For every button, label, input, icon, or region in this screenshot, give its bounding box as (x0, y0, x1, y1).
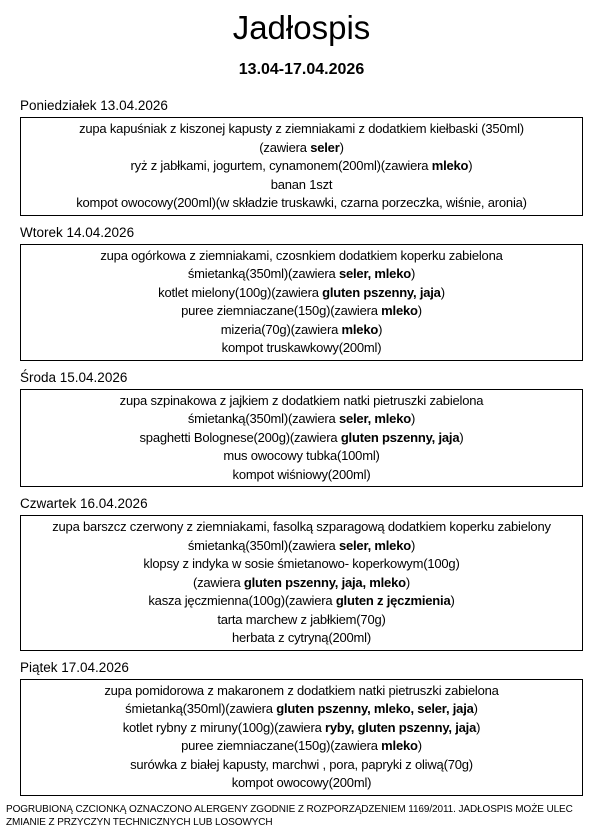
menu-box (20, 389, 583, 488)
menu-line: kotlet mielony(100g)(zawiera gluten pszenny, jaja) (158, 284, 445, 300)
page-title: Jadłospis (232, 9, 371, 46)
footer-note: POGRUBIONĄ CZCIONKĄ OZNACZONO ALERGENY ZGODNIE Z ROZPORZĄDZENIEM 1169/2011. JADŁOSPIS MOŻE ULEC ZMIANIE Z PRZYCZYN TECHNICZNYCH LUB LOSOWYCH (6, 803, 573, 828)
menu-line: zupa szpinakowa z jajkiem z dodatkiem natki pietruszki zabielona (119, 392, 484, 408)
day-section (20, 494, 583, 651)
menu-line: klopsy z indyka w sosie śmietanowo- koperkowym(100g) (143, 556, 460, 571)
day-label: Poniedziałek 13.04.2026 (20, 98, 168, 113)
day-label: Czwartek 16.04.2026 (20, 496, 148, 511)
menu-line: kompot truskawkowy(200ml) (221, 340, 382, 355)
menu-line: kasza jęczmienna(100g)(zawiera gluten z jęczmienia) (148, 593, 455, 608)
menu-line: zupa kapuśniak z kiszonej kapusty z ziemniakami z dodatkiem kiełbaski (350ml) (79, 121, 524, 136)
menu-line: kompot owocowy(200ml)(w składzie truskawki, czarna porzeczka, wiśnie, aronia) (76, 195, 527, 210)
menu-box (20, 244, 583, 361)
menu-box (20, 679, 583, 796)
menu-box (20, 515, 583, 651)
menu-line: kompot wiśniowy(200ml) (232, 466, 371, 482)
menu-line: (zawiera gluten pszenny, jaja, mleko) (192, 574, 411, 590)
menu-line: kotlet rybny z miruny(100g)(zawiera ryby, gluten pszenny, jaja) (122, 719, 481, 735)
day-label: Piątek 17.04.2026 (20, 659, 129, 675)
menu-box (20, 117, 583, 216)
day-section (20, 96, 583, 216)
days-container (0, 96, 603, 796)
day-section (20, 368, 583, 488)
menu-line: puree ziemniaczane(150g)(zawiera mleko) (181, 303, 422, 318)
menu-line: kompot owocowy(200ml) (231, 775, 372, 790)
menu-line: ryż z jabłkami, jogurtem, cynamonem(200ml)(zawiera mleko) (130, 158, 473, 173)
menu-line: śmietanką(350ml)(zawiera seler, mleko) (187, 537, 416, 553)
menu-line: śmietanką(350ml)(zawiera gluten pszenny, mleko, seler, jaja) (125, 701, 478, 716)
menu-line: spaghetti Bolognese(200g)(zawiera gluten pszenny, jaja) (139, 429, 464, 445)
day-section (20, 223, 583, 361)
menu-line: śmietanką(350ml)(zawiera seler, mleko) (187, 411, 416, 426)
menu-line: zupa barszcz czerwony z ziemniakami, fasolką szparagową dodatkiem koperku zabielony (52, 519, 551, 534)
menu-line: zupa pomidorowa z makaronem z dodatkiem natki pietruszki zabielona (104, 682, 499, 698)
menu-line: zupa ogórkowa z ziemniakami, czosnkiem dodatkiem koperku zabielona (100, 247, 503, 263)
date-range: 13.04-17.04.2026 (238, 61, 365, 78)
menu-line: surówka z białej kapusty, marchwi , pora, papryki z oliwą(70g) (130, 756, 473, 772)
menu-line: (zawiera seler) (259, 139, 344, 155)
menu-line: puree ziemniaczane(150g)(zawiera mleko) (181, 738, 422, 753)
day-label: Środa 15.04.2026 (20, 369, 128, 385)
menu-line: śmietanką(350ml)(zawiera seler, mleko) (187, 266, 416, 281)
menu-line: mus owocowy tubka(100ml) (223, 448, 380, 463)
menu-line: banan 1szt (270, 176, 333, 192)
day-label: Wtorek 14.04.2026 (20, 224, 135, 240)
day-section (20, 658, 583, 796)
menu-line: tarta marchew z jabłkiem(70g) (217, 611, 386, 627)
menu-line: mizeria(70g)(zawiera mleko) (220, 321, 383, 337)
menu-line: herbata z cytryną(200ml) (232, 630, 371, 645)
